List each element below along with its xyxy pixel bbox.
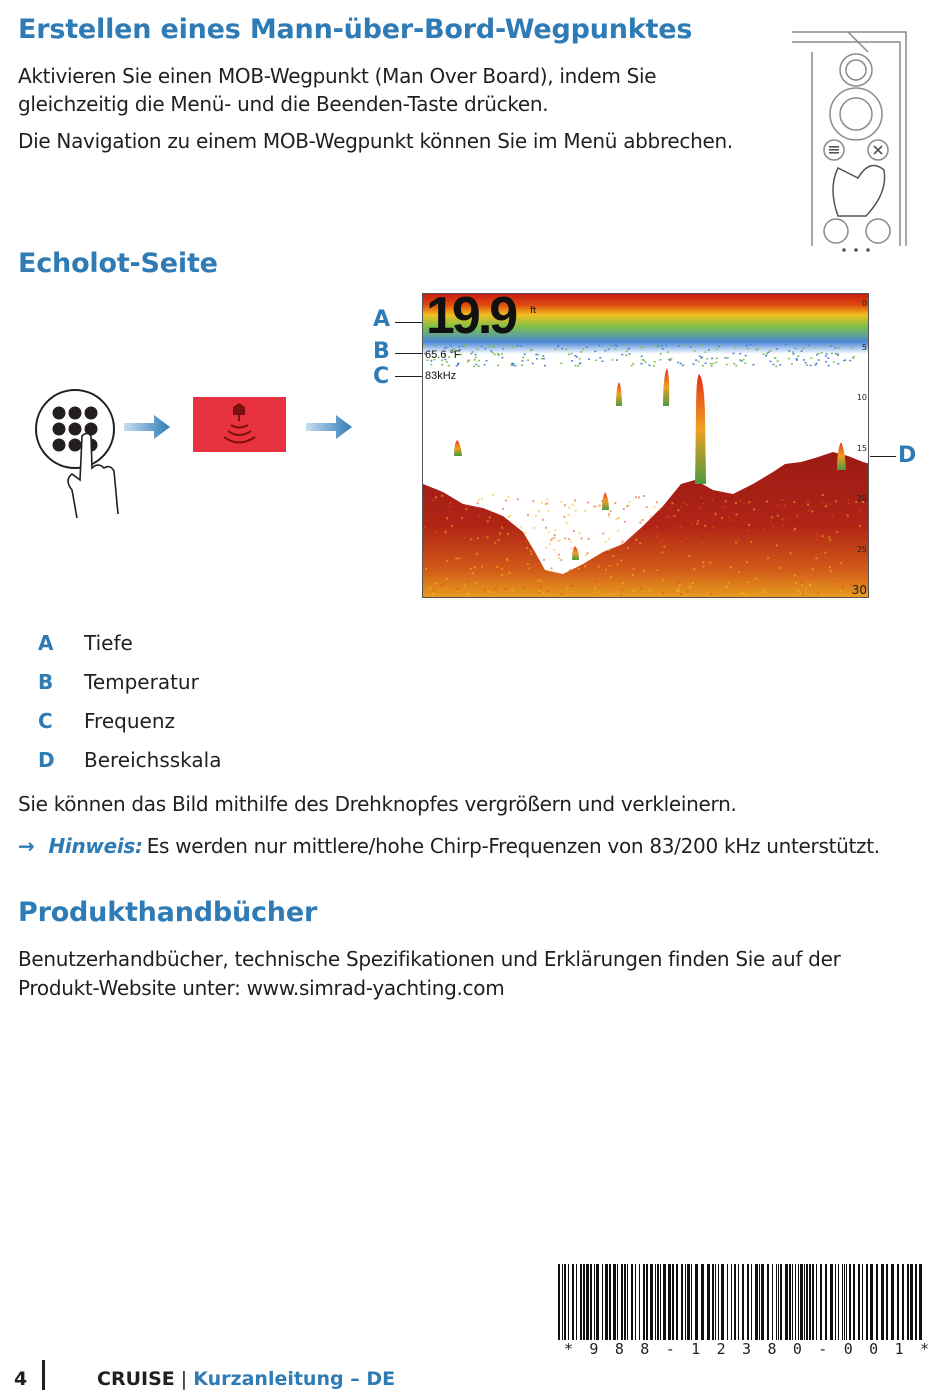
barcode-bar bbox=[800, 1264, 803, 1340]
legend-letter: A bbox=[38, 631, 54, 655]
fish-arch bbox=[695, 374, 706, 484]
depth-unit: ft bbox=[530, 306, 537, 316]
mob-text-line-1: Aktivieren Sie einen MOB-Wegpunkt (Man Over Board), indem Sie bbox=[18, 64, 657, 88]
legend-letter: C bbox=[38, 709, 53, 733]
zoom-text: Sie können das Bild mithilfe des Drehknopfes vergrößern und verkleinern. bbox=[18, 792, 737, 816]
legend-label: Temperatur bbox=[84, 670, 199, 694]
legend-letter: D bbox=[38, 748, 55, 772]
barcode-bar bbox=[910, 1264, 913, 1340]
barcode-bar bbox=[907, 1264, 909, 1340]
barcode-bar bbox=[812, 1264, 814, 1340]
barcode-bar bbox=[609, 1264, 611, 1340]
barcode-bar bbox=[734, 1264, 736, 1340]
barcode-bar bbox=[919, 1264, 922, 1340]
barcode-bar bbox=[806, 1264, 808, 1340]
page-number: 4 bbox=[14, 1368, 28, 1390]
barcode-bar bbox=[846, 1264, 847, 1340]
arrow-right-icon bbox=[306, 412, 354, 442]
scale-tick: 10 bbox=[856, 393, 867, 402]
barcode-bar bbox=[804, 1264, 805, 1340]
barcode-bar bbox=[876, 1264, 878, 1340]
barcode-bar bbox=[727, 1264, 728, 1340]
barcode-bar bbox=[558, 1264, 560, 1340]
scale-tick: 20 bbox=[856, 494, 867, 503]
barcode-bar bbox=[772, 1264, 773, 1340]
barcode-text: *988-12380-001* bbox=[564, 1340, 946, 1358]
note-label: Hinweis: bbox=[48, 834, 143, 858]
fish-arch bbox=[663, 368, 669, 406]
mob-text-line-3: Die Navigation zu einem MOB-Wegpunkt können Sie im Menü abbrechen. bbox=[18, 129, 733, 153]
legend-row-d bbox=[38, 748, 221, 772]
mob-heading: Erstellen eines Mann-über-Bord-Wegpunktes bbox=[18, 14, 693, 45]
note-text: Es werden nur mittlere/hohe Chirp-Frequenzen von 83/200 kHz unterstützt. bbox=[146, 834, 880, 858]
sonar-screen bbox=[422, 293, 869, 598]
barcode-bar bbox=[650, 1264, 653, 1340]
barcode-bar bbox=[778, 1264, 779, 1340]
barcode-bar bbox=[668, 1264, 671, 1340]
barcode-bar bbox=[590, 1264, 592, 1340]
barcode-bar bbox=[596, 1264, 599, 1340]
callout-c-line bbox=[395, 376, 423, 377]
barcode-bar bbox=[657, 1264, 659, 1340]
footer-product: CRUISE bbox=[97, 1368, 175, 1390]
barcode-bar bbox=[655, 1264, 656, 1340]
seabed bbox=[423, 452, 869, 598]
footer-divider bbox=[42, 1360, 45, 1390]
legend-label: Tiefe bbox=[84, 631, 133, 655]
barcode-bar bbox=[687, 1264, 690, 1340]
fish-arch bbox=[837, 442, 846, 470]
barcode-bar bbox=[712, 1264, 714, 1340]
fish-arch bbox=[616, 382, 622, 406]
barcode-bar bbox=[816, 1264, 817, 1340]
callout-d-line bbox=[870, 456, 896, 457]
barcode-bar bbox=[562, 1264, 563, 1340]
barcode-bar bbox=[785, 1264, 788, 1340]
barcode-bar bbox=[915, 1264, 917, 1340]
barcode-bar bbox=[767, 1264, 769, 1340]
barcode-bar bbox=[902, 1264, 904, 1340]
barcode-bar bbox=[660, 1264, 661, 1340]
barcode-bar bbox=[853, 1264, 855, 1340]
barcode-bar bbox=[621, 1264, 623, 1340]
barcode-bar bbox=[605, 1264, 608, 1340]
barcode-bar bbox=[646, 1264, 648, 1340]
barcode-bar bbox=[635, 1264, 636, 1340]
sonar-app-icon bbox=[193, 397, 286, 452]
barcode-bar bbox=[663, 1264, 666, 1340]
barcode-bar bbox=[870, 1264, 873, 1340]
barcode-bar bbox=[707, 1264, 710, 1340]
barcode-bar bbox=[639, 1264, 640, 1340]
arrow-right-icon: → bbox=[18, 834, 35, 858]
barcode-bar bbox=[891, 1264, 894, 1340]
barcode-bar bbox=[643, 1264, 645, 1340]
barcode-bar bbox=[759, 1264, 760, 1340]
barcode-bar bbox=[731, 1264, 732, 1340]
barcode-bar bbox=[862, 1264, 863, 1340]
scale-tick: 25 bbox=[856, 545, 867, 554]
note bbox=[18, 834, 880, 858]
barcode-bar bbox=[691, 1264, 692, 1340]
barcode-bar bbox=[742, 1264, 744, 1340]
barcode-bar bbox=[701, 1264, 704, 1340]
frequency-readout: 83kHz bbox=[425, 370, 457, 382]
barcode-bar bbox=[572, 1264, 574, 1340]
barcode-bar bbox=[617, 1264, 618, 1340]
barcode-bar bbox=[685, 1264, 686, 1340]
legend-row-a bbox=[38, 631, 133, 655]
barcode-bar bbox=[631, 1264, 633, 1340]
legend-row-c bbox=[38, 709, 175, 733]
barcode-bar bbox=[627, 1264, 628, 1340]
barcode-bar bbox=[897, 1264, 899, 1340]
barcode-bar bbox=[755, 1264, 758, 1340]
keypad-icon bbox=[32, 388, 124, 523]
barcode-bar bbox=[721, 1264, 724, 1340]
footer-doc-title: Kurzanleitung – DE bbox=[193, 1368, 396, 1390]
barcode-bar bbox=[858, 1264, 860, 1340]
callout-a: A bbox=[373, 307, 391, 332]
barcode-bar bbox=[792, 1264, 793, 1340]
barcode-bar bbox=[844, 1264, 845, 1340]
legend-label: Frequenz bbox=[84, 709, 175, 733]
barcode-bar bbox=[576, 1264, 577, 1340]
scale-tick: 15 bbox=[856, 444, 867, 453]
manuals-text-line-2: Produkt-Website unter: www.simrad-yachting.com bbox=[18, 976, 505, 1000]
barcode-bar bbox=[838, 1264, 839, 1340]
barcode-bar bbox=[564, 1264, 566, 1340]
scale-tick: 0 bbox=[861, 299, 867, 308]
legend-row-b bbox=[38, 670, 199, 694]
barcode-bar bbox=[695, 1264, 698, 1340]
mob-text-line-2: gleichzeitig die Menü- und die Beenden-Taste drücken. bbox=[18, 92, 549, 116]
barcode-bar bbox=[613, 1264, 616, 1340]
barcode-bar bbox=[809, 1264, 811, 1340]
barcode-bar bbox=[835, 1264, 836, 1340]
barcode-bar bbox=[842, 1264, 843, 1340]
echolot-heading: Echolot-Seite bbox=[18, 248, 218, 279]
footer-title bbox=[97, 1368, 395, 1390]
arrow-right-icon bbox=[124, 412, 172, 442]
callout-c: C bbox=[373, 364, 390, 389]
legend-letter: B bbox=[38, 670, 54, 694]
barcode-bar bbox=[849, 1264, 851, 1340]
depth-readout: 19.9 bbox=[426, 293, 516, 345]
device-buttons-icon bbox=[788, 28, 913, 256]
barcode-bar bbox=[624, 1264, 626, 1340]
barcode-bar bbox=[798, 1264, 799, 1340]
barcode-bar bbox=[751, 1264, 752, 1340]
callout-b-line bbox=[395, 353, 423, 354]
barcode-bar bbox=[820, 1264, 822, 1340]
manuals-heading: Produkthandbücher bbox=[18, 897, 318, 928]
barcode-bar bbox=[886, 1264, 888, 1340]
barcode-bar bbox=[881, 1264, 884, 1340]
callout-d: D bbox=[898, 443, 917, 468]
barcode-bar bbox=[672, 1264, 674, 1340]
barcode-bar bbox=[789, 1264, 791, 1340]
barcode bbox=[558, 1264, 946, 1358]
manuals-text-line-1: Benutzerhandbücher, technische Spezifikationen und Erklärungen finden Sie auf der bbox=[18, 947, 841, 971]
barcode-bar bbox=[780, 1264, 782, 1340]
barcode-bar bbox=[776, 1264, 777, 1340]
barcode-bar bbox=[676, 1264, 678, 1340]
scale-tick: 5 bbox=[861, 343, 867, 352]
barcode-bar bbox=[866, 1264, 868, 1340]
barcode-bar bbox=[715, 1264, 716, 1340]
temperature-readout: 65.6 °F bbox=[425, 349, 461, 361]
fish-arch bbox=[454, 440, 462, 456]
barcode-bar bbox=[825, 1264, 827, 1340]
callout-a-line bbox=[395, 322, 423, 323]
barcode-bar bbox=[747, 1264, 749, 1340]
barcode-bar bbox=[795, 1264, 796, 1340]
callout-b: B bbox=[373, 339, 390, 364]
footer-separator: | bbox=[180, 1368, 188, 1390]
barcode-bar bbox=[594, 1264, 595, 1340]
fish-arch bbox=[572, 546, 579, 560]
barcode-bar bbox=[738, 1264, 739, 1340]
barcode-bar bbox=[583, 1264, 585, 1340]
legend-label: Bereichsskala bbox=[84, 748, 222, 772]
barcode-bar bbox=[568, 1264, 569, 1340]
barcode-bar bbox=[580, 1264, 582, 1340]
scale-tick: 30 bbox=[851, 583, 867, 597]
barcode-bar bbox=[681, 1264, 683, 1340]
barcode-bar bbox=[586, 1264, 589, 1340]
barcode-bar bbox=[761, 1264, 764, 1340]
barcode-bar bbox=[718, 1264, 719, 1340]
barcode-bar bbox=[830, 1264, 833, 1340]
barcode-bar bbox=[602, 1264, 603, 1340]
